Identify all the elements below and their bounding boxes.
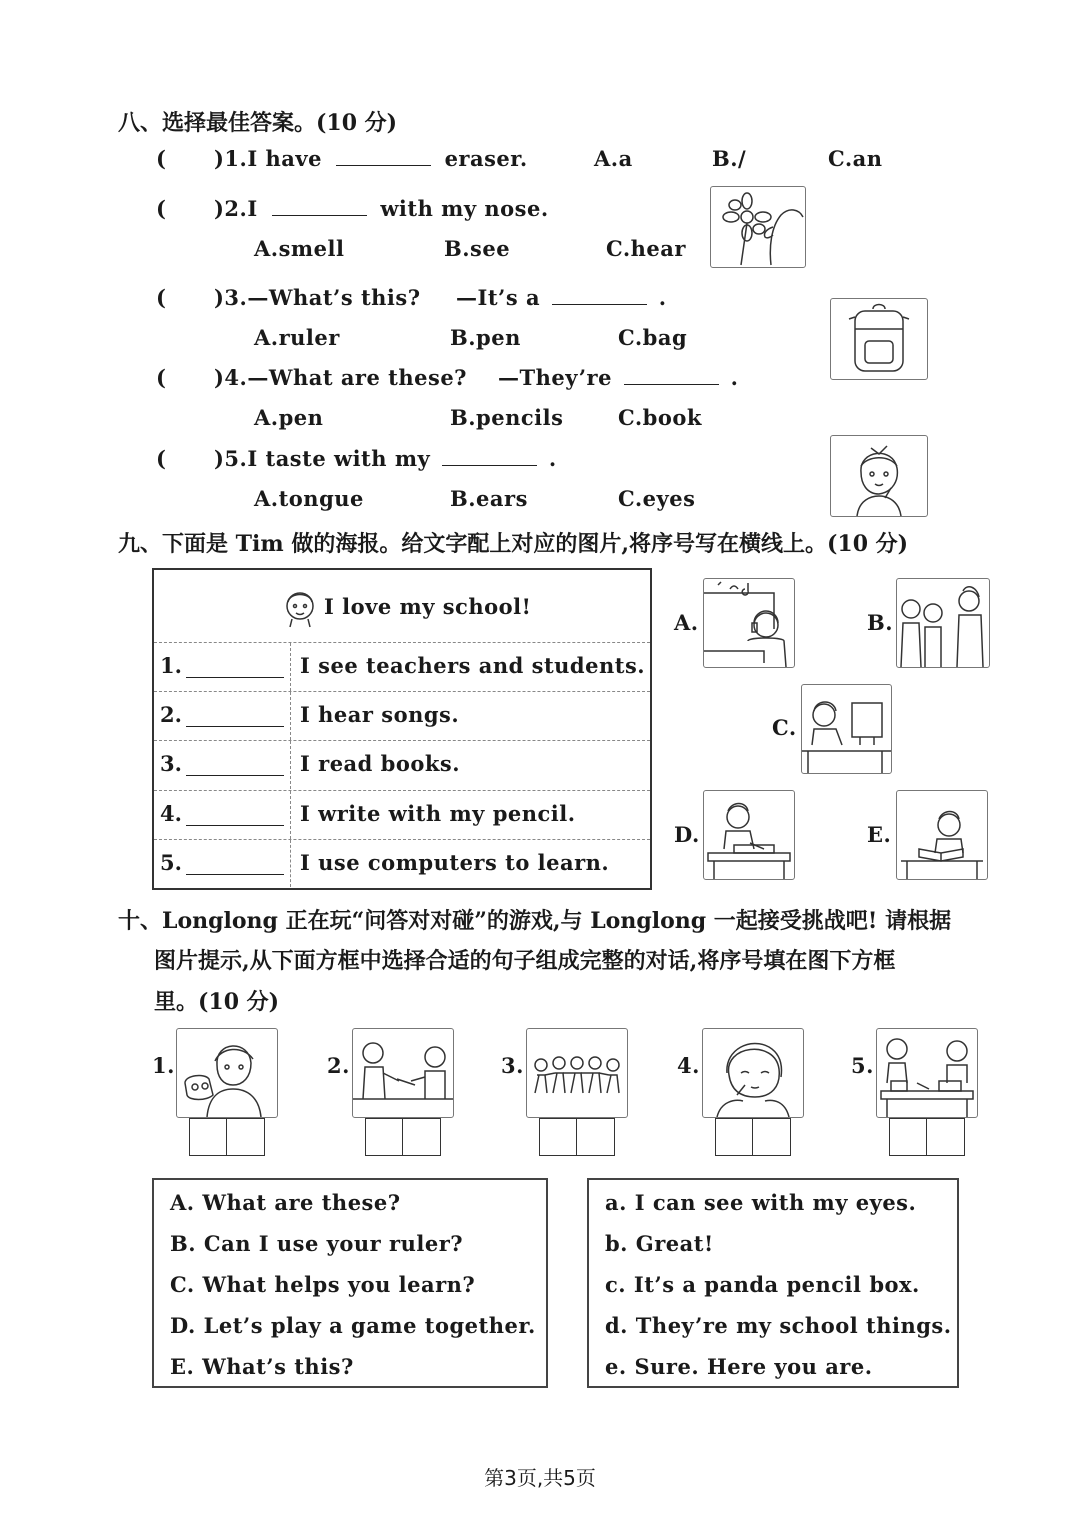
girl-thinking-picture xyxy=(702,1028,804,1118)
question-stem-mid: —It’s a xyxy=(456,285,541,310)
school-things-picture xyxy=(876,1028,978,1118)
row-text: I use computers to learn. xyxy=(300,850,610,875)
girl-pencil-box-picture xyxy=(176,1028,278,1118)
answer-paren[interactable]: ( xyxy=(156,446,167,471)
borrow-ruler-picture xyxy=(352,1028,454,1118)
boy-writing-picture xyxy=(703,790,795,880)
question-stem-end: . xyxy=(548,446,557,471)
smell-flower-picture xyxy=(710,186,806,268)
option-b: B.pen xyxy=(450,325,521,350)
answer-box-1[interactable] xyxy=(189,1118,265,1156)
pic-label-4: 4. xyxy=(677,1053,700,1078)
answer-option-d: d. They’re my school things. xyxy=(605,1313,952,1338)
row-number: 5. xyxy=(160,850,182,875)
poster-row xyxy=(154,790,650,839)
option-c: C.eyes xyxy=(618,486,696,511)
row-text: I see teachers and students. xyxy=(300,653,646,678)
answer-blank[interactable] xyxy=(186,775,284,776)
question-stem: )4.—What are these? xyxy=(214,365,467,390)
question-option-d: D. Let’s play a game together. xyxy=(170,1313,536,1338)
answer-box-2[interactable] xyxy=(365,1118,441,1156)
row-text: I write with my pencil. xyxy=(300,801,576,826)
answer-option-b: b. Great! xyxy=(605,1231,714,1256)
answer-box-5[interactable] xyxy=(889,1118,965,1156)
teacher-students-picture xyxy=(896,578,990,668)
section10-heading-line3: 里。(10 分) xyxy=(154,989,280,1015)
answer-option-c: c. It’s a panda pencil box. xyxy=(605,1272,920,1297)
section8-heading: 八、选择最佳答案。(10 分) xyxy=(118,110,398,136)
answer-blank[interactable] xyxy=(186,677,284,678)
question-stem: )2.I xyxy=(214,196,258,221)
option-b: B.pencils xyxy=(450,405,564,430)
answer-option-a: a. I can see with my eyes. xyxy=(605,1190,917,1215)
row-number: 3. xyxy=(160,751,182,776)
fill-blank[interactable] xyxy=(624,366,719,385)
fill-blank[interactable] xyxy=(442,447,537,466)
poster-row xyxy=(154,740,650,789)
pic-label-b: B. xyxy=(867,610,894,635)
girl-tasting-picture xyxy=(830,435,928,517)
pic-label-2: 2. xyxy=(327,1053,350,1078)
pic-label-1: 1. xyxy=(152,1053,175,1078)
poster-table xyxy=(152,568,652,890)
fill-blank[interactable] xyxy=(272,197,367,216)
question-options-box xyxy=(152,1178,548,1388)
poster-row xyxy=(154,642,650,691)
option-c: C.an xyxy=(828,146,883,171)
answer-options-box xyxy=(587,1178,959,1388)
poster-title: I love my school! xyxy=(324,594,532,619)
answer-blank[interactable] xyxy=(186,874,284,875)
answer-box-3[interactable] xyxy=(539,1118,615,1156)
question-stem-end: . xyxy=(658,285,667,310)
fill-blank[interactable] xyxy=(552,286,647,305)
row-text: I read books. xyxy=(300,751,461,776)
option-c: C.bag xyxy=(618,325,688,350)
option-c: C.book xyxy=(618,405,702,430)
option-a: A.tongue xyxy=(254,486,364,511)
row-text: I hear songs. xyxy=(300,702,460,727)
question-stem-end: with my nose. xyxy=(380,196,549,221)
option-a: A.a xyxy=(594,146,633,171)
pic-label-a: A. xyxy=(674,610,699,635)
question-option-b: B. Can I use your ruler? xyxy=(170,1231,464,1256)
answer-paren[interactable]: ( xyxy=(156,196,167,221)
option-a: A.pen xyxy=(254,405,324,430)
answer-paren[interactable]: ( xyxy=(156,365,167,390)
schoolbag-picture xyxy=(830,298,928,380)
option-b: B.ears xyxy=(450,486,528,511)
answer-box-4[interactable] xyxy=(715,1118,791,1156)
option-c: C.hear xyxy=(606,236,686,261)
answer-blank[interactable] xyxy=(186,825,284,826)
question-stem: )3.—What’s this? xyxy=(214,285,421,310)
question-stem: )5.I taste with my xyxy=(214,446,431,471)
row-number: 2. xyxy=(160,702,182,727)
section9-heading: 九、下面是 Tim 做的海报。给文字配上对应的图片,将序号写在横线上。(10 分) xyxy=(118,531,909,557)
pic-label-3: 3. xyxy=(501,1053,524,1078)
pic-label-c: C. xyxy=(772,715,797,740)
boy-face-icon xyxy=(280,586,320,628)
row-number: 1. xyxy=(160,653,182,678)
question-option-a: A. What are these? xyxy=(170,1190,401,1215)
row-number: 4. xyxy=(160,801,182,826)
section10-heading-line2: 图片提示,从下面方框中选择合适的句子组成完整的对话,将序号填在图下方框 xyxy=(154,948,896,974)
boy-hearing-songs-picture xyxy=(703,578,795,668)
computer-picture xyxy=(801,684,892,774)
question-stem-end: . xyxy=(730,365,739,390)
page-number: 第3页,共5页 xyxy=(484,1466,596,1490)
fill-blank[interactable] xyxy=(336,147,431,166)
section10-heading-line1: 十、Longlong 正在玩“问答对对碰”的游戏,与 Longlong 一起接受挑战吧! 请根据 xyxy=(118,908,952,934)
answer-paren[interactable]: ( xyxy=(156,285,167,310)
poster-row xyxy=(154,691,650,740)
option-b: B./ xyxy=(712,146,747,171)
pic-label-5: 5. xyxy=(851,1053,874,1078)
question-option-e: E. What’s this? xyxy=(170,1354,354,1379)
question-stem: )1.I have xyxy=(214,146,322,171)
question-option-c: C. What helps you learn? xyxy=(170,1272,476,1297)
question-stem-mid: —They’re xyxy=(498,365,612,390)
poster-row xyxy=(154,839,650,887)
question-stem-end: eraser. xyxy=(444,146,528,171)
pic-label-e: E. xyxy=(867,822,892,847)
boy-reading-picture xyxy=(896,790,988,880)
answer-paren[interactable]: ( xyxy=(156,146,167,171)
pic-label-d: D. xyxy=(674,822,700,847)
option-a: A.smell xyxy=(254,236,345,261)
children-playing-picture xyxy=(526,1028,628,1118)
answer-blank[interactable] xyxy=(186,726,284,727)
option-b: B.see xyxy=(444,236,511,261)
answer-option-e: e. Sure. Here you are. xyxy=(605,1354,873,1379)
option-a: A.ruler xyxy=(254,325,340,350)
